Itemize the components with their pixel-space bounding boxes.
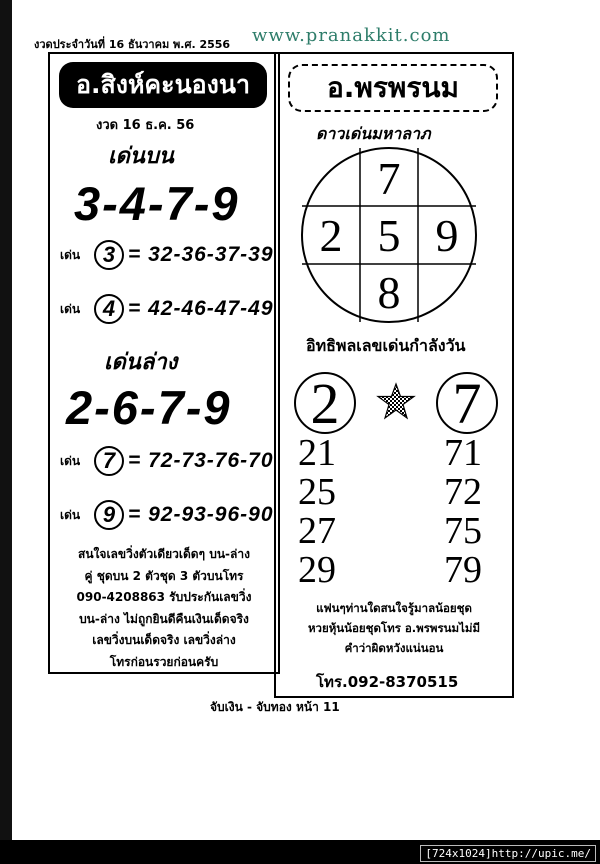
number-item: 25 — [298, 471, 336, 513]
top-label: เด่นบน — [108, 144, 174, 169]
pair-values: = 72-73-76-70 — [128, 449, 274, 472]
star-icon — [376, 382, 416, 422]
right-subtitle: ดาวเด่นมหาลาภ — [316, 124, 431, 143]
left-panel — [48, 52, 280, 674]
pair-label: เด่น — [60, 453, 81, 468]
issue-date-header: งวดประจำวันที่ 16 ธันวาคม พ.ศ. 2556 — [34, 38, 231, 51]
number-item: 79 — [444, 549, 482, 591]
note-line: แฟนๆท่านใดสนใจรู้มาลน้อยชุด — [316, 601, 472, 615]
lead-digit-right: 7 — [436, 372, 498, 434]
pair-digit-circle: 9 — [94, 500, 124, 530]
number-item: 71 — [444, 432, 482, 474]
pair-label: เด่น — [60, 301, 81, 316]
left-number-column — [298, 434, 336, 590]
grid-center: 5 — [377, 209, 401, 261]
bottom-pair-row-1 — [60, 446, 274, 476]
pair-digit-circle: 7 — [94, 446, 124, 476]
pair-label: เด่น — [60, 507, 81, 522]
grid-bottom: 8 — [377, 266, 401, 318]
number-item: 75 — [444, 510, 482, 552]
scan-left-border — [0, 0, 12, 864]
number-item: 27 — [298, 510, 336, 552]
watermark-url: [724x1024]http://upic.me/ — [420, 845, 596, 862]
right-title: อ.พรพรนม — [288, 64, 498, 112]
pair-values: = 42-46-47-49 — [128, 297, 274, 320]
grid-left: 2 — [319, 209, 343, 261]
note-line: คำว่าผิดหวังแน่นอน — [344, 641, 444, 655]
top-pair-row-1 — [60, 240, 274, 270]
page-footer: จับเงิน - จับทอง หน้า 11 — [210, 700, 340, 714]
number-item: 21 — [298, 432, 336, 474]
pair-values: = 32-36-37-39 — [128, 243, 274, 266]
left-title: อ.สิงห์คะนองนา — [59, 62, 267, 108]
bottom-label: เด่นล่าง — [104, 350, 178, 375]
lucky-star-grid — [300, 146, 478, 324]
note-line: 090-4208863 รับประกันเลขวิ่ง — [76, 590, 252, 604]
phone-number: โทร.092-8370515 — [316, 673, 459, 691]
site-url: www.pranakkit.com — [252, 25, 451, 46]
grid-right: 9 — [435, 209, 459, 261]
left-notes — [52, 544, 276, 673]
pair-digit-circle: 3 — [94, 240, 124, 270]
number-item: 72 — [444, 471, 482, 513]
grid-top: 7 — [377, 152, 401, 204]
top-main-numbers: 3-4-7-9 — [74, 177, 240, 230]
bottom-pair-row-2 — [60, 500, 274, 530]
note-line: คู่ ชุดบน 2 ตัวชุด 3 ตัวบนโทร — [84, 568, 244, 583]
note-line: สนใจเลขวิ่งตัวเดียวเด็ดๆ บน-ล่าง — [78, 547, 250, 561]
top-pair-row-2 — [60, 294, 274, 324]
pair-values: = 92-93-96-90 — [128, 503, 274, 526]
lead-digit-left: 2 — [294, 372, 356, 434]
note-line: หวยหุ้นน้อยชุดโทร อ.พรพรนมไม่มี — [307, 621, 481, 635]
note-line: เลขวิ่งบนเด็ดจริง เลขวิ่งล่าง — [92, 633, 236, 647]
pair-digit-circle: 4 — [94, 294, 124, 324]
pair-label: เด่น — [60, 247, 81, 262]
left-draw-date: งวด 16 ธ.ค. 56 — [96, 118, 195, 133]
magazine-page — [12, 0, 600, 840]
right-number-column — [444, 434, 482, 590]
note-line: บน-ล่าง ไม่ถูกยินดีคืนเงินเด็ดจริง — [79, 611, 249, 626]
number-item: 29 — [298, 549, 336, 591]
right-notes — [280, 598, 508, 658]
note-line: โทรก่อนรวยก่อนครับ — [109, 654, 219, 669]
bottom-main-numbers: 2-6-7-9 — [66, 381, 232, 434]
right-panel — [274, 52, 514, 698]
power-label: อิทธิพลเลขเด่นกำลังวัน — [306, 336, 466, 355]
